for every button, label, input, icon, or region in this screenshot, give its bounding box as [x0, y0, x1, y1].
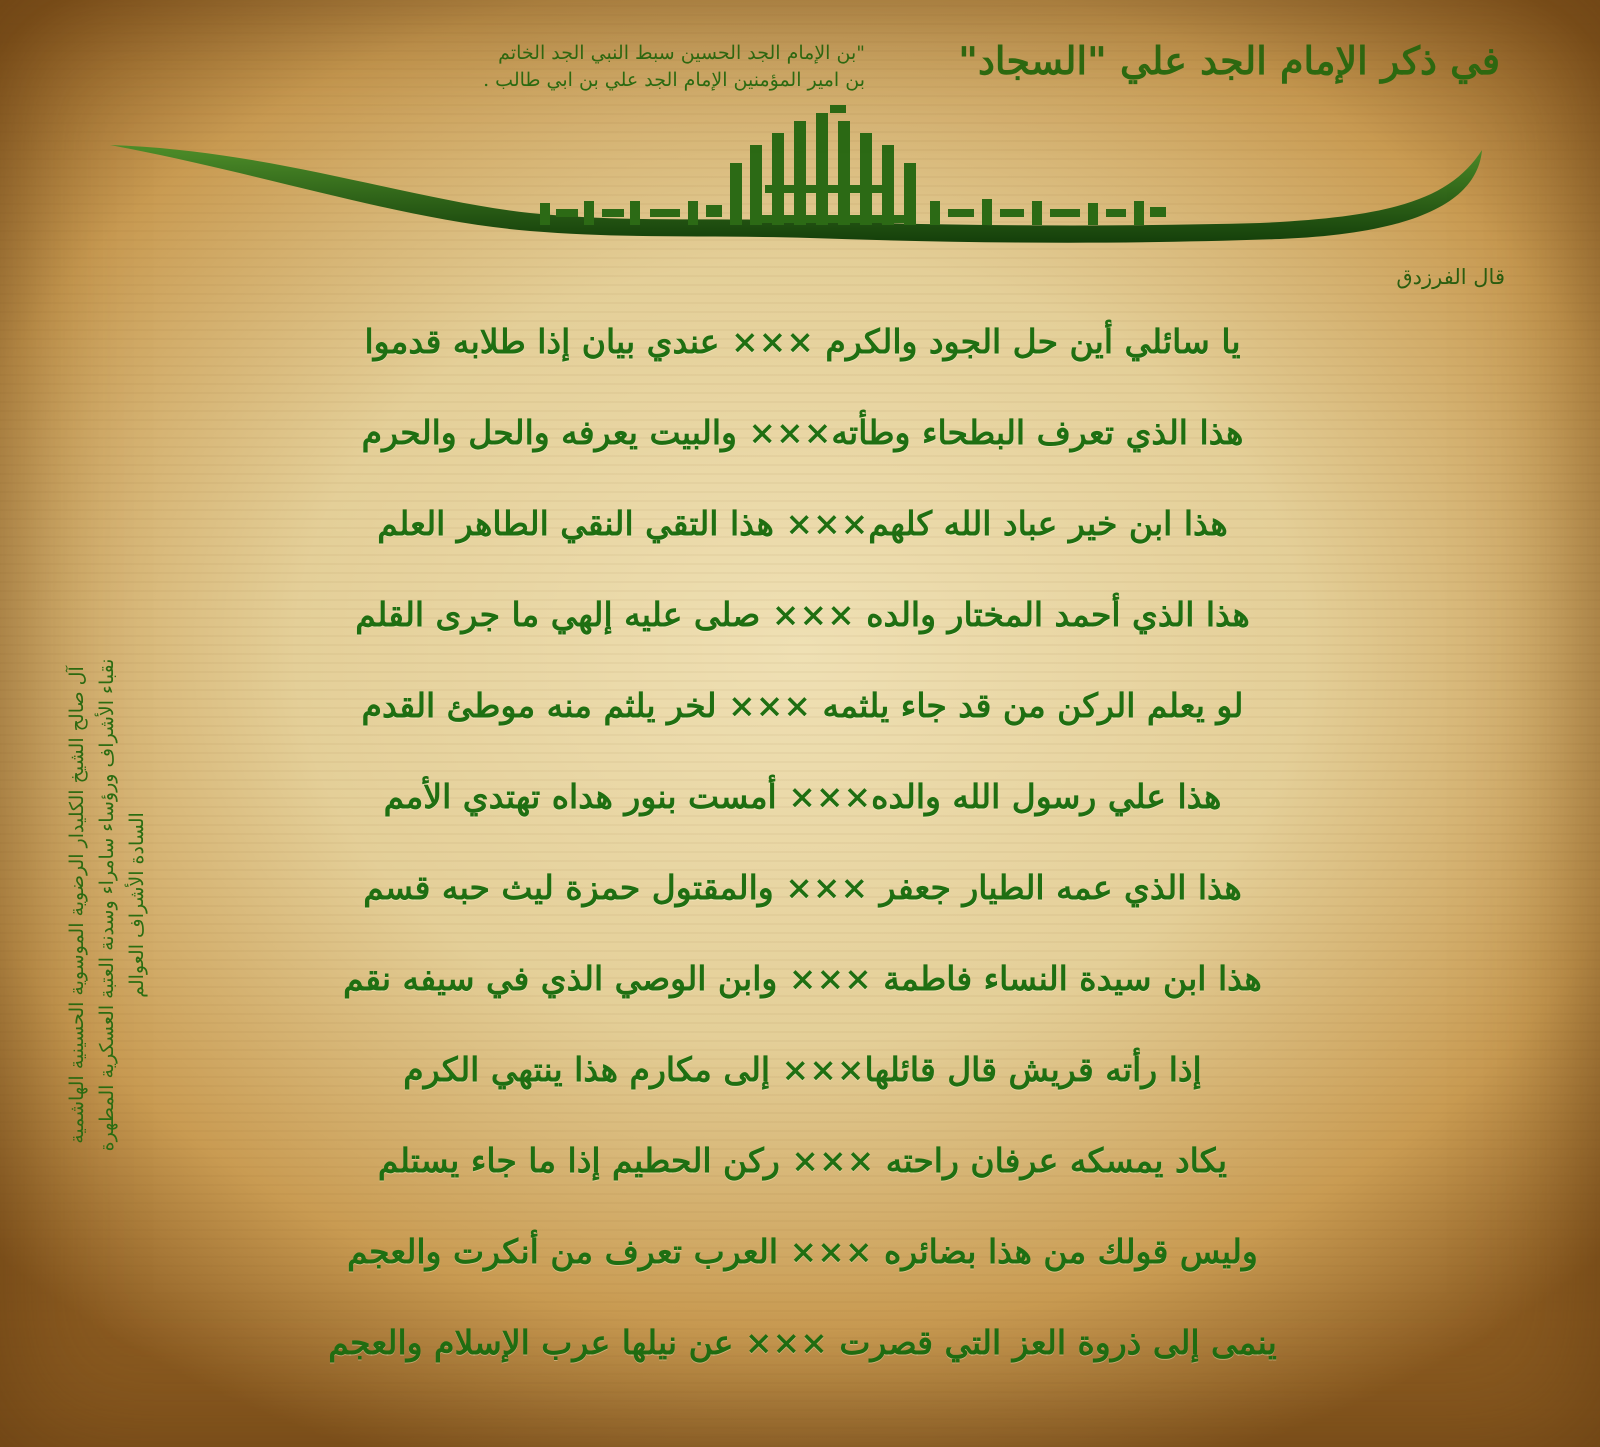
- kufic-calligraphy-banner-icon: [110, 105, 1510, 255]
- side-dedication-text: [62, 465, 152, 1345]
- subtitle-line-2: بن امير المؤمنين الإمام الجد علي بن ابي طالب .: [483, 69, 865, 91]
- side-note-line-2: نقباء الأشراف ورؤساء سامراء وسدنة العتبة العسكرية المطهرة: [96, 658, 118, 1152]
- verse-line-4: هذا الذي أحمد المختار والده ××× صلى عليه إلهي ما جرى القلم: [355, 595, 1250, 634]
- verse-line-2: هذا الذي تعرف البطحاء وطأته××× والبيت يعرفه والحل والحرم: [361, 413, 1244, 452]
- verse-line-7: هذا الذي عمه الطيار جعفر ××× والمقتول حمزة ليث حبه قسم: [363, 868, 1242, 907]
- subtitle-line-1: "بن الإمام الجد الحسين سبط النبي الجد الخاتم: [498, 42, 865, 64]
- kufic-blocks: [730, 105, 916, 225]
- verse-line-5: لو يعلم الركن من قد جاء يلثمه ××× لخر يلثم منه موطئ القدم: [361, 686, 1244, 725]
- side-dedication: [52, 450, 162, 1330]
- page-subtitle: [345, 40, 865, 94]
- verse-line-3: هذا ابن خير عباد الله كلهم××× هذا التقي النقي الطاهر العلم: [377, 504, 1228, 543]
- verse-line-9: إذا رأته قريش قال قائلها××× إلى مكارم هذا ينتهي الكرم: [403, 1050, 1202, 1089]
- verse-line-11: وليس قولك من هذا بضائره ××× العرب تعرف من أنكرت والعجم: [347, 1232, 1258, 1271]
- verse-line-1: يا سائلي أين حل الجود والكرم ××× عندي بيان إذا طلابه قدموا: [364, 322, 1241, 361]
- side-note-line-1: آل صالح الشيخ الكليدار الرضوية الموسوية الحسينية الهاشمية: [66, 666, 88, 1144]
- poet-attribution: قال الفرزدق: [1396, 265, 1505, 289]
- verse-line-12: ينمى إلى ذروة العز التي قصرت ××× عن نيلها عرب الإسلام والعجم: [328, 1323, 1277, 1362]
- verse-line-8: هذا ابن سيدة النساء فاطمة ××× وابن الوصي الذي في سيفه نقم: [343, 959, 1262, 998]
- verse-line-6: هذا علي رسول الله والده××× أمست بنور هداه تهتدي الأمم: [383, 777, 1222, 816]
- verse-line-10: يكاد يمسكه عرفان راحته ××× ركن الحطيم إذا ما جاء يستلم: [377, 1141, 1228, 1180]
- page-title: في ذكر الإمام الجد علي "السجاد": [958, 38, 1500, 83]
- side-note-line-3: السادة الأشراف العوالم: [126, 812, 148, 998]
- poem-verses: [175, 312, 1430, 1404]
